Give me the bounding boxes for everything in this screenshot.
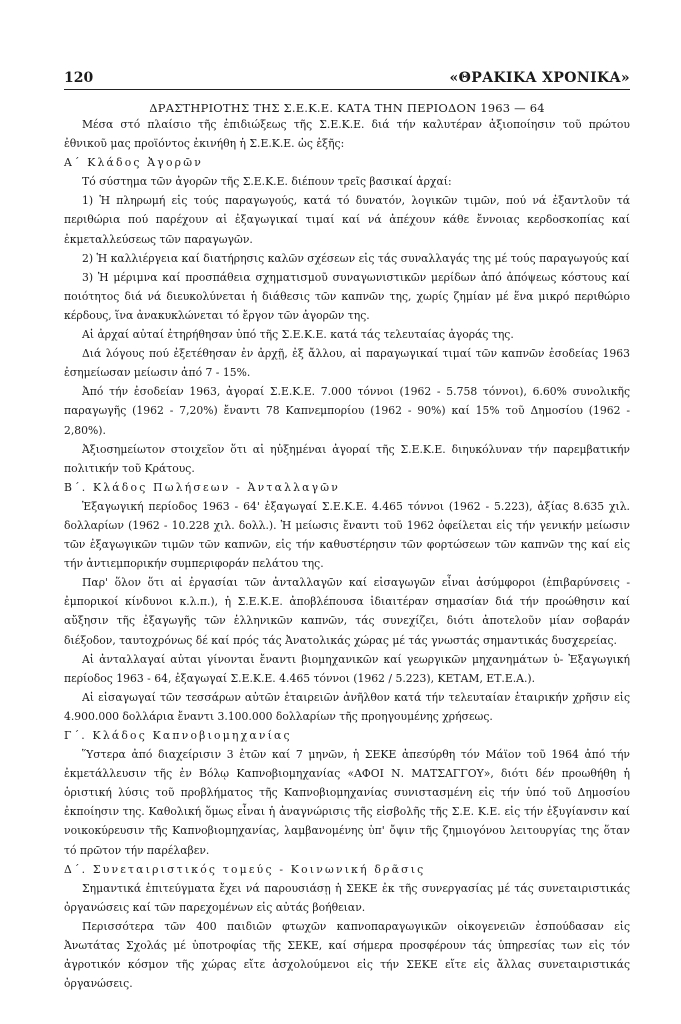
journal-title: «ΘΡΑΚΙΚΑ ΧΡΟΝΙΚΑ» xyxy=(449,70,630,86)
paragraph: Περισσότερα τῶν 400 παιδιῶν φτωχῶν καπνοπαραγωγικῶν οἰκογενειῶν ἐσπούδασαν εἰς Ἀνωτάτας Σχολάς μέ ὑποτροφίας τῆς ΣΕΚΕ, καί σήμερα προσφέρουν τάς ὑπηρεσίας των εἰς τόν ἀγροτικόν κόσμον τῆς χώρας εἴτε ἀσχολούμενοι εἰς τήν ΣΕΚΕ εἴτε εἰς ἄλλας συνεταιριστικάς ὀργανώσεις. xyxy=(64,919,630,991)
header-rule xyxy=(64,89,630,90)
paragraph: Ἀπό τήν ἐσοδείαν 1963, ἀγοραί Σ.Ε.Κ.Ε. 7.000 τόννοι (1962 - 5.758 τόννοι), 6.60% συνολικῆς παραγωγῆς (1962 - 7,20%) ἔναντι 78 Καπνεμπορίου (1962 - 90%) καί 15% τοῦ Δημοσίου (1962 - 2,80%). xyxy=(64,385,630,437)
page-number: 120 xyxy=(64,70,94,86)
paragraph: Σημαντικά ἐπιτεύγματα ἔχει νά παρουσιάσῃ ἡ ΣΕΚΕ ἐκ τῆς συνεργασίας μέ τάς συνεταιριστικάς ὀργανώσεις καί τῶν παρεχομένων εἰς αὐτάς βοήθειαν. xyxy=(64,881,630,914)
paragraph: 3) Ἡ μέριμνα καί προσπάθεια σχηματισμοῦ συναγωνιστικῶν μερίδων ἀπό ἀπόψεως κόστους καί ποιότητος διά νά διευκολύνεται ἡ διάθεσις τῶν καπνῶν της, χωρίς ζημίαν μέ ἕνα μικρό περιθώριο κέρδους, ἵνα ἀνακυκλώνεται τό ἔργον τῶν ἀγορῶν της. xyxy=(64,270,630,322)
paragraph: Μέσα στό πλαίσιο τῆς ἐπιδιώξεως τῆς Σ.Ε.Κ.Ε. διά τήν καλυτέραν ἀξιοποίησιν τοῦ πρώτου ἐθνικοῦ μας προϊόντος ἐκινήθη ἡ Σ.Ε.Κ.Ε. ὡς ἑξῆς: xyxy=(64,118,630,151)
paragraph: Διά λόγους πού ἐξετέθησαν ἐν ἀρχῇ, ἐξ ἄλλου, αἱ παραγωγικαί τιμαί τῶν καπνῶν ἐσοδείας 1963 ἐσημείωσαν μείωσιν ἀπό 7 - 15%. xyxy=(64,347,630,380)
section-heading: Β΄. Κλάδος Πωλήσεων - Ἀνταλλαγῶν xyxy=(64,480,341,494)
section-heading: Δ΄. Συνεταιριστικός τομεύς - Κοινωνική δρᾶσις xyxy=(64,862,426,876)
section-heading: Γ΄. Κλάδος Καπνοβιομηχανίας xyxy=(64,729,292,742)
document-page xyxy=(64,70,630,993)
paragraph: Τό σύστημα τῶν ἀγορῶν τῆς Σ.Ε.Κ.Ε. διέπουν τρεῖς βασικαί ἀρχαί: xyxy=(82,175,452,189)
paragraph: 1) Ἡ πληρωμή εἰς τούς παραγωγούς, κατά τό δυνατόν, λογικῶν τιμῶν, πού νά ἐξαντλοῦν τά περιθώρια πού παρέχουν αἱ ἐξαγωγικαί τιμαί καί νά ἀπέχουν κάθε ἔννοιας κερδοσκοπίας καί ἐκμεταλλεύσεως τῶν παραγωγῶν. xyxy=(64,194,630,246)
paragraph: Ἐξαγωγική περίοδος 1963 - 64' ἐξαγωγαί Σ.Ε.Κ.Ε. 4.465 τόννοι (1962 - 5.223), ἀξίας 8.635 χιλ. δολλαρίων (1962 - 10.228 χιλ. δολλ.). Ἡ μείωσις ἔναντι τοῦ 1962 ὀφείλεται εἰς τήν γενικήν μείωσιν τῶν ἐξαγωγικῶν τιμῶν τῶν καπνῶν, εἰς τήν καθυστέρησιν τῶν φορτώσεων τῶν καπνῶν της καί εἰς τήν ἀντιεμπορικήν συμπεριφοράν πελάτου της. xyxy=(64,499,630,571)
paragraph: Ἀξιοσημείωτον στοιχεῖον ὅτι αἱ ηὐξημέναι ἀγοραί τῆς Σ.Ε.Κ.Ε. διηυκόλυναν τήν παρεμβατικήν πολιτικήν τοῦ Κράτους. xyxy=(64,442,630,475)
article-body xyxy=(64,115,630,993)
running-header xyxy=(64,70,630,90)
paragraph: Ὕστερα ἀπό διαχείρισιν 3 ἐτῶν καί 7 μηνῶν, ἡ ΣΕΚΕ ἀπεσύρθη τόν Μάϊον τοῦ 1964 ἀπό τήν ἐκμετάλλευσιν τῆς ἐν Βόλῳ Καπνοβιομηχανίας «ΑΦΟΙ Ν. ΜΑΤΣΑΓΓΟΥ», διότι δέν προωθήθη ἡ ὁριστική λύσις τοῦ προβλήματος τῆς Καπνοβιομηχανίας συνιστασμένη εἰς τήν ὑπό τοῦ Δημοσίου ἐκποίησιν της. Καθολική ὅμως εἶναι ἡ ἀναγνώρισις τῆς εἰσβολῆς τῆς Σ.Ε. Κ.Ε. εἰς τήν ἐξυγίανσιν καί νοικοκύρευσιν τῆς Καπνοβιομηχανίας, λαμβανομένης ὑπ' ὄψιν τῆς ζημιογόνου λειτουργίας της ὅταν τό πρῶτον τήν παρέλαβεν. xyxy=(64,748,630,857)
paragraph: Αἱ ἀνταλλαγαί αὐται γίνονται ἔναντι βιομηχανικῶν καί γεωργικῶν μηχανημάτων ὑ- Ἐξαγωγική περίοδος 1963 - 64, ἐξαγωγαί Σ.Ε.Κ.Ε. 4.465 τόννοι (1962 / 5.223), ΚΕΤΑΜ, ΕΤ.Ε.Α.). xyxy=(64,652,630,685)
paragraph: 2) Ἡ καλλιέργεια καί διατήρησις καλῶν σχέσεων εἰς τάς συναλλαγάς της μέ τούς παραγωγούς καί xyxy=(82,251,630,265)
paragraph: Αἱ εἰσαγωγαί τῶν τεσσάρων αὐτῶν ἑταιρειῶν ἀνῆλθον κατά τήν τελευταίαν ἑταιρικήν χρῆσιν εἰς 4.900.000 δολλάρια ἔναντι 3.100.000 δολλαρίων τῆς προηγουμένης χρήσεως. xyxy=(64,690,630,723)
paragraph: Παρ' ὅλον ὅτι αἱ ἐργασίαι τῶν ἀνταλλαγῶν καί εἰσαγωγῶν εἶναι ἀσύμφοροι (ἐπιβαρύνσεις - ἐμπορικοί κίνδυνοι κ.λ.π.), ἡ Σ.Ε.Κ.Ε. ἀποβλέπουσα ἰδιαιτέραν σημασίαν διά τήν προώθησιν καί αὔξησιν τῆς ἐξαγωγῆς τῶν ἑλληνικῶν καπνῶν, τάς συνεχίζει, διότι ἀποτελοῦν μίαν σοβαράν διέξοδον, ταυτοχρόνως δέ καί πρός τάς Ἀνατολικάς χώρας μέ τάς γνωστάς σημαντικάς δυσχερείας. xyxy=(64,576,630,647)
paragraph: Αἱ ἀρχαί αὐταί ἐτηρήθησαν ὑπό τῆς Σ.Ε.Κ.Ε. κατά τάς τελευταίας ἀγοράς της. xyxy=(82,328,514,342)
section-heading: Α΄ Κλάδος Ἀγορῶν xyxy=(64,156,203,170)
article-title: ΔΡΑΣΤΗΡΙΟΤΗΣ ΤΗΣ Σ.Ε.Κ.Ε. ΚΑΤΑ ΤΗΝ ΠΕΡΙΟΔΟΝ 1963 — 64 xyxy=(149,101,545,115)
